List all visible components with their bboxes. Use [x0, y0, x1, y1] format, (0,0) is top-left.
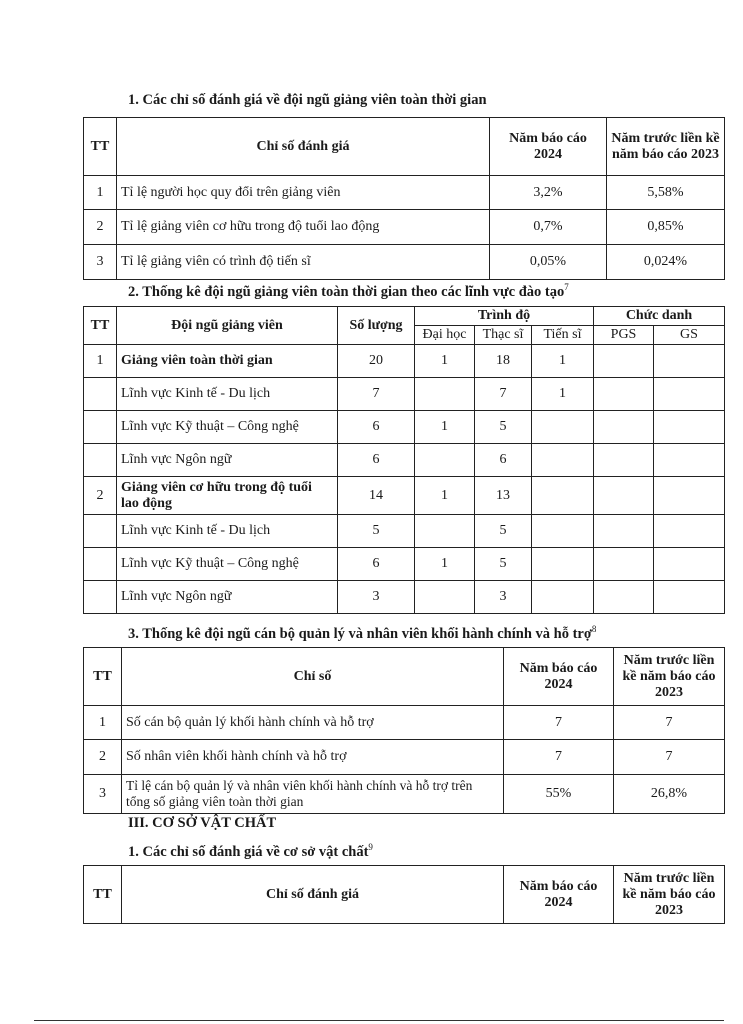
table-row	[84, 176, 725, 210]
cell-value-2024: 7	[504, 706, 614, 740]
cell-tt	[84, 581, 117, 614]
cell-tt	[84, 411, 117, 444]
cell-thacsi: 5	[475, 548, 532, 581]
header-indicator: Chỉ số	[122, 648, 504, 706]
cell-value-2024: 3,2%	[490, 176, 607, 210]
cell-gs	[654, 477, 725, 515]
cell-count: 7	[338, 378, 415, 411]
table-row	[84, 740, 725, 775]
header-indicator: Chỉ số đánh giá	[122, 866, 504, 924]
cell-daihoc: 1	[415, 411, 475, 444]
cell-tiensi: 1	[532, 345, 594, 378]
cell-gs	[654, 378, 725, 411]
part-heading-text: III. CƠ SỞ VẬT CHẤT	[128, 815, 277, 831]
cell-daihoc: 1	[415, 548, 475, 581]
table-row	[84, 581, 725, 614]
table-row	[84, 775, 725, 814]
cell-thacsi: 13	[475, 477, 532, 515]
cell-value-2023: 7	[614, 740, 725, 775]
cell-count: 14	[338, 477, 415, 515]
lecturer-indicators-table	[83, 117, 725, 280]
cell-indicator: Tỉ lệ giảng viên có trình độ tiến sĩ	[117, 245, 490, 280]
cell-pgs	[594, 515, 654, 548]
cell-team-name: Lĩnh vực Kỹ thuật – Công nghệ	[117, 548, 338, 581]
cell-indicator: Số nhân viên khối hành chính và hỗ trợ	[122, 740, 504, 775]
table-header-row	[84, 866, 725, 924]
cell-value-2023: 5,58%	[607, 176, 725, 210]
cell-pgs	[594, 477, 654, 515]
cell-tt: 2	[84, 210, 117, 245]
cell-indicator: Tỉ lệ giảng viên cơ hữu trong độ tuổi lao động	[117, 210, 490, 245]
header-tt: TT	[84, 866, 122, 924]
cell-tiensi	[532, 444, 594, 477]
cell-daihoc	[415, 444, 475, 477]
cell-tt	[84, 378, 117, 411]
cell-pgs	[594, 411, 654, 444]
lecturer-field-table	[83, 306, 725, 614]
cell-thacsi: 5	[475, 515, 532, 548]
cell-tiensi	[532, 515, 594, 548]
cell-thacsi: 6	[475, 444, 532, 477]
header-daihoc: Đại học	[415, 326, 475, 345]
table-row	[84, 548, 725, 581]
cell-pgs	[594, 581, 654, 614]
header-tt: TT	[84, 118, 117, 176]
cell-count: 20	[338, 345, 415, 378]
facility-indicators-table	[83, 865, 725, 924]
section3-heading	[128, 624, 596, 643]
cell-count: 6	[338, 411, 415, 444]
header-year-2024: Năm báo cáo 2024	[504, 648, 614, 706]
table-row	[84, 477, 725, 515]
header-tt: TT	[84, 307, 117, 345]
cell-tiensi	[532, 548, 594, 581]
cell-value-2023: 0,85%	[607, 210, 725, 245]
cell-pgs	[594, 548, 654, 581]
header-thacsi: Thạc sĩ	[475, 326, 532, 345]
table-row	[84, 345, 725, 378]
cell-tiensi: 1	[532, 378, 594, 411]
header-count: Số lượng	[338, 307, 415, 345]
section3-heading-text: 3. Thống kê đội ngũ cán bộ quản lý và nhân viên khối hành chính và hỗ trợ	[128, 625, 592, 642]
bottom-rule	[34, 1020, 724, 1021]
table-header-row	[84, 118, 725, 176]
section1-heading-text: 1. Các chỉ số đánh giá về đội ngũ giảng viên toàn thời gian	[128, 92, 487, 108]
table-row	[84, 444, 725, 477]
header-indicator: Chỉ số đánh giá	[117, 118, 490, 176]
cell-team-name: Giảng viên toàn thời gian	[117, 345, 338, 378]
cell-tiensi	[532, 411, 594, 444]
cell-tt: 2	[84, 740, 122, 775]
header-team: Đội ngũ giảng viên	[117, 307, 338, 345]
section2-heading	[128, 282, 569, 301]
header-year-2024: Năm báo cáo 2024	[504, 866, 614, 924]
cell-tt	[84, 548, 117, 581]
footnote-marker: 8	[591, 624, 597, 634]
cell-value-2023: 7	[614, 706, 725, 740]
cell-tt: 1	[84, 706, 122, 740]
cell-value-2024: 0,7%	[490, 210, 607, 245]
cell-team-name: Giảng viên cơ hữu trong độ tuổi lao động	[117, 477, 338, 515]
cell-pgs	[594, 345, 654, 378]
cell-value-2023: 26,8%	[614, 775, 725, 814]
cell-team-name: Lĩnh vực Kinh tế - Du lịch	[117, 515, 338, 548]
table-row	[84, 515, 725, 548]
cell-tt: 3	[84, 775, 122, 814]
cell-gs	[654, 411, 725, 444]
cell-indicator: Tỉ lệ cán bộ quản lý và nhân viên khối hành chính và hỗ trợ trên tổng số giảng viên toàn thời gian	[122, 775, 504, 814]
cell-value-2024: 55%	[504, 775, 614, 814]
table-header-row	[84, 307, 725, 326]
table-row	[84, 378, 725, 411]
table-row	[84, 210, 725, 245]
cell-gs	[654, 548, 725, 581]
footnote-marker: 9	[368, 842, 373, 852]
cell-daihoc	[415, 378, 475, 411]
cell-pgs	[594, 378, 654, 411]
cell-thacsi: 18	[475, 345, 532, 378]
section1-heading	[128, 92, 487, 109]
cell-value-2024: 0,05%	[490, 245, 607, 280]
admin-staff-table	[83, 647, 725, 814]
part-heading	[128, 815, 276, 832]
cell-count: 6	[338, 548, 415, 581]
header-year-2023: Năm trước liền kề năm báo cáo 2023	[614, 648, 725, 706]
cell-tt: 3	[84, 245, 117, 280]
cell-daihoc: 1	[415, 345, 475, 378]
table-row	[84, 245, 725, 280]
header-tt: TT	[84, 648, 122, 706]
cell-gs	[654, 444, 725, 477]
cell-tt: 2	[84, 477, 117, 515]
cell-value-2024: 7	[504, 740, 614, 775]
section4-heading	[128, 842, 373, 861]
cell-tt: 1	[84, 345, 117, 378]
cell-tiensi	[532, 581, 594, 614]
cell-gs	[654, 345, 725, 378]
cell-team-name: Lĩnh vực Ngôn ngữ	[117, 581, 338, 614]
header-gs: GS	[654, 326, 725, 345]
section4-heading-text: 1. Các chỉ số đánh giá về cơ sở vật chất	[128, 843, 369, 860]
cell-count: 3	[338, 581, 415, 614]
table-header-row	[84, 648, 725, 706]
header-pgs: PGS	[594, 326, 654, 345]
cell-tiensi	[532, 477, 594, 515]
header-year-2024: Năm báo cáo 2024	[490, 118, 607, 176]
cell-thacsi: 3	[475, 581, 532, 614]
header-tiensi: Tiến sĩ	[532, 326, 594, 345]
cell-team-name: Lĩnh vực Ngôn ngữ	[117, 444, 338, 477]
cell-daihoc	[415, 581, 475, 614]
section2-heading-text: 2. Thống kê đội ngũ giảng viên toàn thời gian theo các lĩnh vực đào tạo	[128, 283, 565, 300]
header-degree: Trình độ	[415, 307, 594, 326]
cell-pgs	[594, 444, 654, 477]
cell-count: 6	[338, 444, 415, 477]
cell-daihoc	[415, 515, 475, 548]
cell-daihoc: 1	[415, 477, 475, 515]
cell-thacsi: 7	[475, 378, 532, 411]
cell-tt	[84, 515, 117, 548]
cell-indicator: Tỉ lệ người học quy đổi trên giảng viên	[117, 176, 490, 210]
table-row	[84, 706, 725, 740]
cell-team-name: Lĩnh vực Kinh tế - Du lịch	[117, 378, 338, 411]
cell-indicator: Số cán bộ quản lý khối hành chính và hỗ trợ	[122, 706, 504, 740]
header-title: Chức danh	[594, 307, 725, 326]
cell-gs	[654, 515, 725, 548]
table-row	[84, 411, 725, 444]
cell-count: 5	[338, 515, 415, 548]
cell-team-name: Lĩnh vực Kỹ thuật – Công nghệ	[117, 411, 338, 444]
cell-tt: 1	[84, 176, 117, 210]
header-year-2023: Năm trước liền kề năm báo cáo 2023	[607, 118, 725, 176]
cell-value-2023: 0,024%	[607, 245, 725, 280]
cell-thacsi: 5	[475, 411, 532, 444]
cell-tt	[84, 444, 117, 477]
header-year-2023: Năm trước liền kề năm báo cáo 2023	[614, 866, 725, 924]
footnote-marker: 7	[564, 282, 569, 292]
cell-gs	[654, 581, 725, 614]
